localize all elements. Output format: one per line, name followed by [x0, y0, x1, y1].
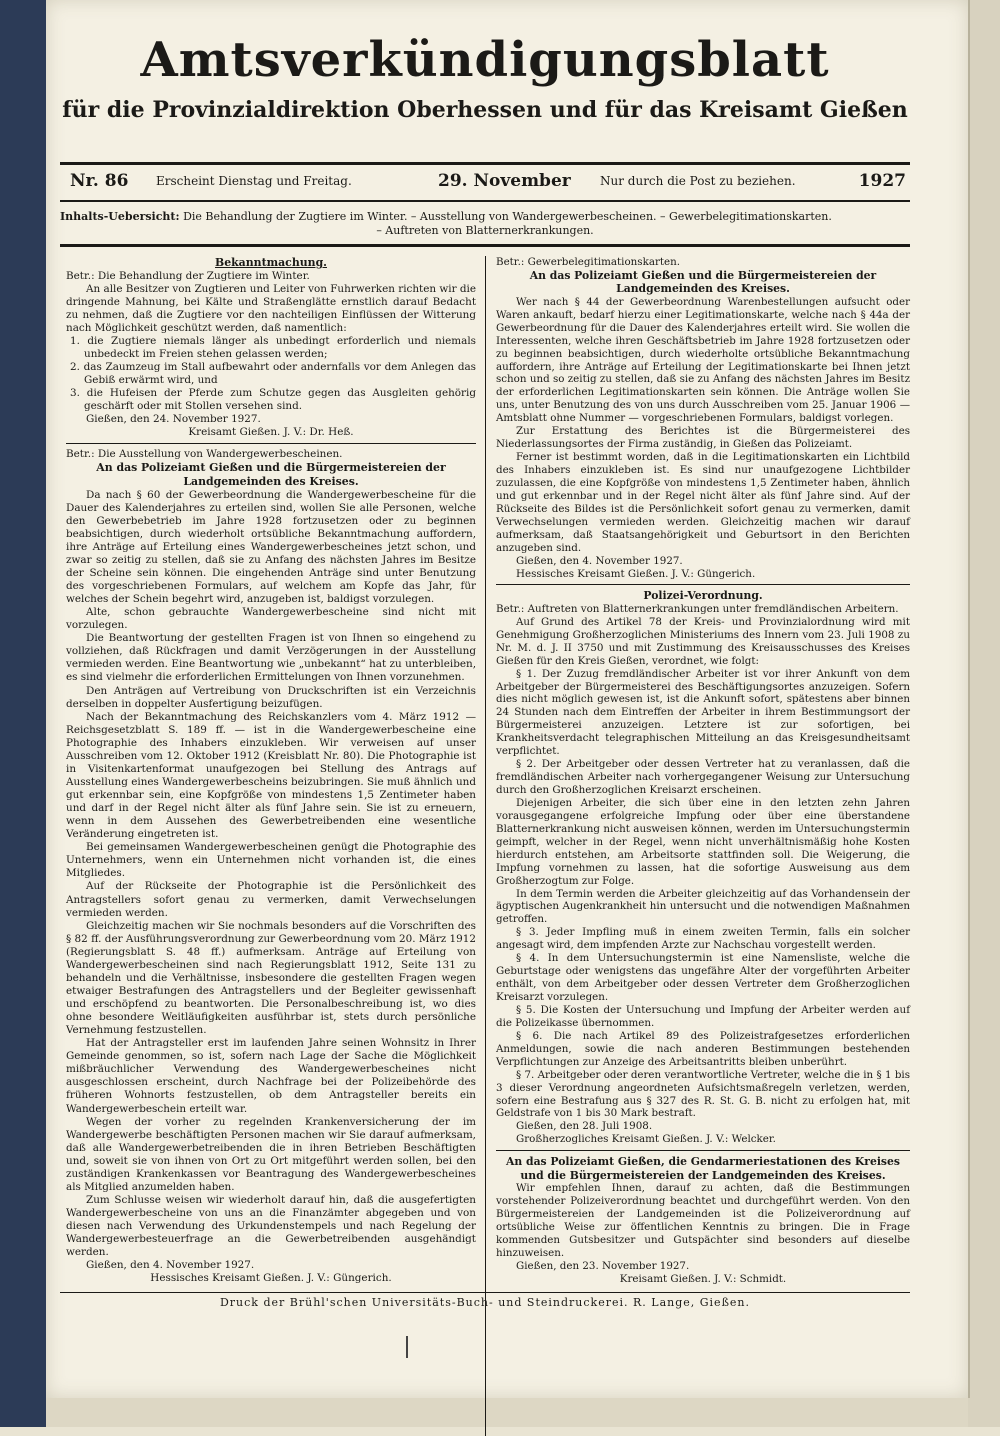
paragraph: Bei gemeinsamen Wandergewerbescheinen genügt die Photographie des Unternehmers, wenn ein Unternehmen nicht vorhanden ist, die eines Mitgliedes.: [66, 841, 476, 880]
paragraph: In dem Termin werden die Arbeiter gleichzeitig auf das Vorhandensein der ägyptischen Augenkrankheit hin untersucht und die notwendigen Maßnahmen getroffen.: [496, 887, 910, 926]
notice-signature: Hessisches Kreisamt Gießen. J. V.: Güngerich.: [150, 1272, 392, 1285]
paragraph: Zum Schlusse weisen wir wiederholt darauf hin, daß die ausgefertigten Wandergewerbescheine von uns an die Finanzämter abgegeben und von diesen nach Verwendung des Urkundenstempels und nach Regelung der Wandergewerbesteuerfrage an die Gewerbetreibenden ausgehändigt werden.: [66, 1193, 476, 1259]
notice-heading: Bekanntmachung.: [215, 256, 327, 269]
paragraph: Wir empfehlen Ihnen, darauf zu achten, daß die Bestimmungen vorstehender Polizeiverordnung beachtet und durchgeführt werden. Von den Bürgermeistereien der Landgemeinden ist die Polizeiverordnung auf ortsübliche Weise zur öffentlichen Kenntnis zu bringen. Die in Frage kommenden Gutsbesitzer und Gutspächter sind besonders auf dieselbe hinzuweisen.: [496, 1182, 910, 1259]
list-item: 2. das Zaumzeug im Stall aufbewahrt oder andernfalls vor dem Anlegen das Gebiß erwärmt wird, und: [70, 361, 476, 387]
paragraph: An alle Besitzer von Zugtieren und Leiter von Fuhrwerken richten wir die dringende Mahnung, bei Kälte und Straßenglätte ernstlich darauf Bedacht zu nehmen, daß die Zugtiere vor den nachteiligen Einflüssen der Witterung nach Möglichkeit geschützt werden, daß namentlich:: [66, 282, 476, 334]
column-divider: [485, 256, 486, 1436]
masthead: [60, 32, 910, 126]
paragraph: Auf Grund des Artikel 78 der Kreis- und Provinzialordnung wird mit Genehmigung Großherzoglichen Ministeriums des Innern vom 23. Juli 1908 zu Nr. M. d. J. II 3750 und mit Zustimmung des Kreisausschusses des Kreises Gießen für den Kreis Gießen, verordnet, wie folgt:: [496, 615, 910, 667]
masthead-title: Amtsverkündigungsblatt: [140, 32, 830, 88]
paragraph: § 6. Die nach Artikel 89 des Polizeistrafgesetzes erforderlichen Anmeldungen, sowie die nach anderen Bestimmungen bestehenden Verpflichtungen zur Anzeige des Arbeitsantritts bleiben unberührt.: [496, 1029, 910, 1068]
toc-label: Inhalts-Uebersicht:: [60, 210, 180, 223]
issue-distribution: Nur durch die Post zu beziehen.: [600, 174, 796, 188]
masthead-subtitle: für die Provinzialdirektion Oberhessen und für das Kreisamt Gießen: [62, 97, 908, 123]
notice-signature: Kreisamt Gießen. J. V.: Schmidt.: [619, 1272, 787, 1285]
notice-date: Gießen, den 28. Juli 1908.: [516, 1120, 653, 1133]
section-divider: [66, 443, 476, 444]
notice-date: Gießen, den 4. November 1927.: [516, 554, 683, 567]
paragraph: Zur Erstattung des Berichtes ist die Bürgermeisterei des Niederlassungsortes der Firma zuständig, in Gießen das Polizeiamt.: [496, 425, 910, 451]
book-binding: [0, 0, 50, 1427]
notice-heading: An das Polizeiamt Gießen, die Gendarmeriestationen des Kreises und die Bürgermeistereien der Landgemeinden des Kreises.: [506, 1155, 900, 1182]
issue-number: Nr. 86: [70, 171, 129, 191]
notice-signature: Hessisches Kreisamt Gießen. J. V.: Güngerich.: [516, 567, 756, 580]
notice-date: Gießen, den 4. November 1927.: [86, 1259, 255, 1272]
notice-heading: An das Polizeiamt Gießen und die Bürgermeistereien der Landgemeinden des Kreises.: [529, 268, 877, 296]
paragraph: Wegen der vorher zu regelnden Krankenversicherung der im Wandergewerbe beschäftigten Personen machen wir Sie darauf aufmerksam, daß alle Wandergewerbetreibenden die in ihren Betrieben Beschäftigten und, soweit sie von ihnen von Ort zu Ort mitgeführt werden sollen, bei den zuständigen Krankenkassen vor Beantragung des Wandergewerbescheines als Mitglied anzumelden haben.: [66, 1115, 476, 1193]
issue-date: 29. November: [438, 171, 571, 191]
paragraph: Da nach § 60 der Gewerbeordnung die Wandergewerbescheine für die Dauer des Kalenderjahres zu erteilen sind, wollen Sie alle Personen, welche den Gewerbebetrieb im Jahre 1928 fortzusetzen oder zu beginnen beabsichtigen, durch wiederholt ortsübliche Bekanntmachung auffordern, ihre Anträge auf Erteilung eines Wandergewerbescheines jetzt schon, und zwar so zeitig zu stellen, daß sie zu Anfang des nächsten Jahres im Besitze der Scheine sein können. Die eingehenden Anträge sind unter Benutzung des vorgeschriebenen Formulars, auf welchem am Kopfe das Jahr, für welches der Schein begehrt wird, anzugeben ist, baldigst vorzulegen.: [66, 488, 476, 606]
toc-line-2: – Auftreten von Blatternerkrankungen.: [376, 224, 594, 237]
paragraph: Hat der Antragsteller erst im laufenden Jahre seinen Wohnsitz in Ihrer Gemeinde genommen, so ist, sofern nach Lage der Sache die Möglichkeit mißbräuchlicher Verwendung des Wandergewerbescheines nicht ausgeschlossen erscheint, durch Nachfrage bei der Polizeibehörde des früheren Wohnorts festzustellen, ob dem Antragsteller bereits ein Wandergewerbeschein erteilt war.: [66, 1037, 476, 1115]
paragraph: Auf der Rückseite der Photographie ist die Persönlichkeit des Antragstellers sofort genau zu vermerken, damit Verwechselungen vermieden werden.: [66, 880, 476, 919]
notice-subject: Betr.: Die Ausstellung von Wandergewerbescheinen.: [66, 448, 343, 461]
paragraph: Alte, schon gebrauchte Wandergewerbescheine sind nicht mit vorzulegen.: [66, 606, 476, 632]
left-column: [66, 256, 476, 1285]
issue-year: 1927: [858, 171, 906, 191]
paragraph: § 2. Der Arbeitgeber oder dessen Vertreter hat zu veranlassen, daß die fremdländischen Arbeiter nach vorhergegangener Weisung zur Untersuchung durch den Großherzoglichen Kreisarzt erscheinen.: [496, 758, 910, 796]
notice-subject: Betr.: Die Behandlung der Zugtiere im Winter.: [66, 269, 310, 282]
notice-date: Gießen, den 23. November 1927.: [516, 1259, 690, 1272]
footer-rule: [60, 1292, 910, 1293]
paragraph: § 1. Der Zuzug fremdländischer Arbeiter ist vor ihrer Ankunft von dem Arbeitgeber der Bürgermeisterei des Beschäftigungsortes anzuzeigen. Sofern dies nicht möglich gewesen ist, ist die Ankunft sofort, spätestens aber binnen 24 Stunden nach dem Eintreffen der Arbeiter in ihrem Bestimmungsort der Bürgermeisterei anzuzeigen. Letztere ist zur sofortigen, bei Krankheitsverdacht telegraphischen Mitteilung an das Kreisgesundheitsamt verpflichtet.: [496, 667, 910, 758]
issue-rule: [60, 200, 910, 202]
notice-signature: Kreisamt Gießen. J. V.: Dr. Heß.: [188, 426, 354, 439]
notice-heading: An das Polizeiamt Gießen und die Bürgermeistereien der Landgemeinden des Kreises.: [96, 461, 446, 488]
ink-mark: [406, 1336, 408, 1358]
paragraph: Diejenigen Arbeiter, die sich über eine in den letzten zehn Jahren vorausgegangene erfolgreiche Impfung oder über eine überstandene Blatternerkrankung nicht ausweisen können, werden im Untersuchungstermin geimpft, welcher in der Regel, wenn nicht unverhältnismäßig hohe Kosten hierdurch entstehen, am Arbeitsorte stattfinden soll. Die Weigerung, die Impfung vornehmen zu lassen, hat die sofortige Ausweisung aus dem Großherzogtum zur Folge.: [496, 796, 910, 887]
right-column: [496, 256, 910, 1286]
paragraph: § 5. Die Kosten der Untersuchung und Impfung der Arbeiter werden auf die Polizeikasse übernommen.: [496, 1003, 910, 1029]
notice-subject: Betr.: Auftreten von Blatternerkrankungen unter fremdländischen Arbeitern.: [496, 602, 899, 615]
paragraph: § 7. Arbeitgeber oder deren verantwortliche Vertreter, welche die in § 1 bis 3 dieser Verordnung angeordneten Aufsichtsmaßregeln verletzen, werden, sofern eine Bestrafung aus § 327 des R. St. G. B. nicht zu erfolgen hat, mit Geldstrafe von 1 bis 30 Mark bestraft.: [496, 1068, 910, 1120]
page-bottom-edge: [46, 1398, 968, 1427]
paragraph: Den Anträgen auf Vertreibung von Druckschriften ist ein Verzeichnis derselben in doppelter Ausfertigung beizufügen.: [66, 684, 476, 710]
notice-signature: Großherzogliches Kreisamt Gießen. J. V.: Welcker.: [516, 1133, 776, 1146]
paragraph: Die Beantwortung der gestellten Fragen ist von Ihnen so eingehend zu vollziehen, daß Rückfragen und damit Verzögerungen in der Ausstellung vermieden werden. Eine Beantwortung wie „unbekannt“ hat zu unterbleiben, es sind vielmehr die erforderlichen Ermittelungen von Ihnen vorzunehmen.: [66, 632, 476, 684]
paragraph: Ferner ist bestimmt worden, daß in die Legitimationskarten ein Lichtbild des Inhabers einzukleben ist. Es sind nur unaufgezogene Lichtbilder zuzulassen, die eine Kopfgröße von mindestens 1,5 Zentimeter haben, ähnlich und gut erkennbar und in der Regel nicht älter als fünf Jahre sind. Auf der Rückseite des Bildes ist die Persönlichkeit sofort genau zu vermerken, damit Verwechselungen vermieden werden. Gleichzeitig machen wir darauf aufmerksam, daß Staatsangehörigkeit und Geburtsort in den Berichten anzugeben sind.: [496, 451, 910, 554]
issue-frequency: Erscheint Dienstag und Freitag.: [156, 174, 352, 188]
printer-imprint: Druck der Brühl'schen Universitäts-Buch- und Steindruckerei. R. Lange, Gießen.: [219, 1296, 751, 1309]
paragraph: Nach der Bekanntmachung des Reichskanzlers vom 4. März 1912 — Reichsgesetzblatt S. 189 ff. — ist in die Wandergewerbescheine eine Photographie des Inhabers einzukleben. Wir verweisen auf unser Ausschreiben vom 12. Oktober 1912 (Kreisblatt Nr. 80). Die Photographie ist in Visitenkartenformat unaufgezogen bei Stellung des Antrags auf Ausstellung eines Wandergewerbescheins beizubringen. Sie muß ähnlich und gut erkennbar sein, eine Kopfgröße von mindestens 1,5 Zentimeter haben und darf in der Regel nicht älter als fünf Jahre sein. Sie ist zu erneuern, wenn in dem Aussehen des Gewerbetreibenden eine wesentliche Veränderung eingetreten ist.: [66, 710, 476, 841]
section-divider: [496, 584, 910, 585]
section-divider: [496, 1150, 910, 1151]
list-item: 1. die Zugtiere niemals länger als unbedingt erforderlich und niemals unbedeckt im Freien stehen gelassen werden;: [70, 334, 476, 360]
paragraph: Gleichzeitig machen wir Sie nochmals besonders auf die Vorschriften des § 82 ff. der Ausführungsverordnung zur Gewerbeordnung vom 20. März 1912 (Regierungsblatt S. 48 ff.) aufmerksam. Anträge auf Erteilung von Wandergewerbescheinen sind nach Regierungsblatt 1912, Seite 131 zu behandeln und die Verhältnisse, insbesondere die gestellten Fragen wegen etwaiger Bestrafungen des Antragstellers und der Begleiter gewissenhaft und erschöpfend zu beantworten. Die Personalbeschreibung ist, wo dies ohne besondere Weitläufigkeiten ausführbar ist, stets durch persönliche Vernehmung festzustellen.: [66, 919, 476, 1037]
list-item: 3. die Hufeisen der Pferde zum Schutze gegen das Ausgleiten gehörig geschärft oder mit Stollen versehen sind.: [70, 387, 476, 413]
toc-line-1: Die Behandlung der Zugtiere im Winter. – Ausstellung von Wandergewerbescheinen. – Gewerbelegitimationskarten.: [183, 210, 832, 223]
page-edge: [968, 0, 1000, 1427]
table-of-contents: [60, 210, 910, 238]
masthead-rule: [60, 162, 910, 165]
paragraph: § 4. In dem Untersuchungstermin ist eine Namensliste, welche die Geburtstage oder wenigstens das ungefähre Alter der vorgeführten Arbeiter enthält, von dem Arbeitgeber oder dessen Vertreter dem Großherzoglichen Kreisarzt vorzulegen.: [496, 952, 910, 1003]
paragraph: Wer nach § 44 der Gewerbeordnung Warenbestellungen aufsucht oder Waren ankauft, bedarf hierzu einer Legitimationskarte, welche nach § 44a der Gewerbeordnung für die Dauer des Kalenderjahres erteilt wird. Sie wollen die Interessenten, welche ihren Geschäftsbetrieb im Jahre 1928 fortzusetzen oder zu beginnen beabsichtigen, durch wiederholte ortsübliche Bekanntmachung auffordern, ihre Anträge auf Erteilung der Legitimationskarte bei Ihnen jetzt schon und so zeitig zu stellen, daß sie zu Anfang des nächsten Jahres im Besitz der erforderlichen Legitimationskarten sein können. Die Anträge wollen Sie uns, unter Benutzung des von uns durch Ausschreiben vom 25. Januar 1906 — Amtsblatt ohne Nummer — vorgeschriebenen Formulars, baldigst vorlegen.: [496, 295, 910, 425]
paragraph: § 3. Jeder Impfling muß in einem zweiten Termin, falls ein solcher angesagt wird, dem impfenden Arzte zur Nachschau vorgestellt werden.: [496, 926, 910, 952]
notice-date: Gießen, den 24. November 1927.: [86, 413, 261, 426]
notice-heading: Polizei-Verordnung.: [643, 589, 763, 603]
issue-bar: [60, 171, 910, 198]
notice-subject: Betr.: Gewerbelegitimationskarten.: [496, 256, 681, 268]
toc-rule: [60, 244, 910, 247]
